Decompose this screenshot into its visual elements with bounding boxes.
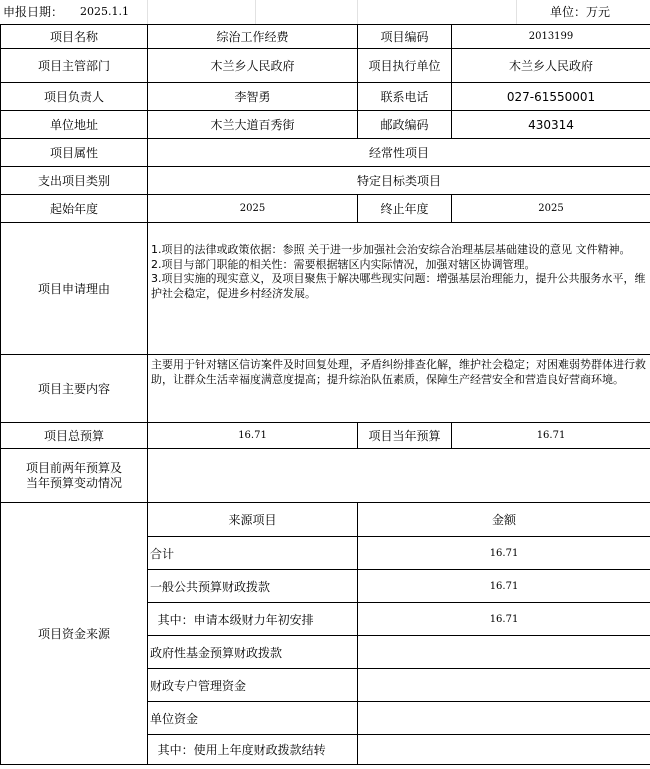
header-divider (357, 0, 358, 24)
project-name-label: 项目名称 (1, 25, 148, 49)
table-row (1, 111, 650, 139)
funding-source-item: 合计 (148, 537, 358, 570)
table-row (1, 355, 650, 423)
report-date-label: 申报日期： (3, 5, 64, 19)
unit-label: 单位：万元 (550, 5, 611, 19)
report-header (0, 0, 650, 24)
funding-source-label: 项目资金来源 (1, 503, 148, 765)
budget-change-label-line: 项目前两年预算及 (25, 460, 122, 475)
table-row (1, 83, 650, 111)
budget-change-value (148, 449, 650, 503)
funding-amount-item (358, 735, 650, 765)
expense-category-value: 特定目标类项目 (148, 167, 650, 195)
header-divider (516, 0, 517, 24)
expense-category-label: 支出项目类别 (1, 167, 148, 195)
project-name-value: 综治工作经费 (148, 25, 358, 49)
project-owner-value: 李智勇 (148, 83, 358, 111)
funding-source-item: 单位资金 (148, 702, 358, 735)
budget-change-label-line: 当年预算变动情况 (25, 475, 122, 490)
funding-amount-item (358, 636, 650, 669)
reason-line: 3.项目实施的现实意义，及项目聚焦于解决哪些现实问题：增强基层治理能力，提升公共服务水平，维护社会稳定，促进乡村经济发展。 (151, 272, 646, 300)
funding-source-header: 来源项目 (148, 503, 358, 537)
table-row (1, 167, 650, 195)
phone-label: 联系电话 (358, 83, 452, 111)
start-year-label: 起始年度 (1, 195, 148, 223)
funding-amount-item (358, 702, 650, 735)
end-year-label: 终止年度 (358, 195, 452, 223)
header-divider (255, 0, 256, 24)
current-year-budget-label: 项目当年预算 (358, 423, 452, 449)
address-label: 单位地址 (1, 111, 148, 139)
project-attribute-label: 项目属性 (1, 139, 148, 167)
total-budget-value: 16.71 (148, 423, 358, 449)
funding-amount-item: 16.71 (358, 603, 650, 636)
total-budget-label: 项目总预算 (1, 423, 148, 449)
funding-source-item: 财政专户管理资金 (148, 669, 358, 702)
phone-value: 027-61550001 (452, 83, 650, 111)
header-divider (147, 0, 148, 24)
end-year-value: 2025 (452, 195, 650, 223)
funding-header-row (1, 503, 650, 537)
funding-source-item: 其中：申请本级财力年初安排 (148, 603, 358, 636)
executing-unit-label: 项目执行单位 (358, 49, 452, 83)
funding-amount-item (358, 669, 650, 702)
budget-change-label (1, 449, 148, 503)
funding-source-item: 政府性基金预算财政拨款 (148, 636, 358, 669)
supervising-dept-value: 木兰乡人民政府 (148, 49, 358, 83)
table-row (1, 223, 650, 355)
project-owner-label: 项目负责人 (1, 83, 148, 111)
current-year-budget-value: 16.71 (452, 423, 650, 449)
table-row (1, 449, 650, 503)
funding-source-item: 一般公共预算财政拨款 (148, 570, 358, 603)
application-reason-label: 项目申请理由 (1, 223, 148, 355)
project-code-value: 2013199 (452, 25, 650, 49)
supervising-dept-label: 项目主管部门 (1, 49, 148, 83)
funding-amount-item: 16.71 (358, 537, 650, 570)
project-code-label: 项目编码 (358, 25, 452, 49)
funding-amount-header: 金额 (358, 503, 650, 537)
postcode-value: 430314 (452, 111, 650, 139)
postcode-label: 邮政编码 (358, 111, 452, 139)
reason-line: 1.项目的法律或政策依据：参照 关于进一步加强社会治安综合治理基层基础建设的意见 文件精神。 (151, 243, 631, 256)
project-declaration-table (0, 24, 650, 765)
report-date-value: 2025.1.1 (80, 5, 129, 18)
table-row (1, 423, 650, 449)
table-row (1, 195, 650, 223)
start-year-value: 2025 (148, 195, 358, 223)
address-value: 木兰大道百秀街 (148, 111, 358, 139)
project-attribute-value: 经常性项目 (148, 139, 650, 167)
funding-source-item: 其中：使用上年度财政拨款结转 (148, 735, 358, 765)
table-row (1, 25, 650, 49)
main-content-label: 项目主要内容 (1, 355, 148, 423)
executing-unit-value: 木兰乡人民政府 (452, 49, 650, 83)
application-reason-text (148, 223, 650, 355)
table-row (1, 49, 650, 83)
funding-amount-item: 16.71 (358, 570, 650, 603)
reason-line: 2.项目与部门职能的相关性：需要根据辖区内实际情况，加强对辖区协调管理。 (151, 257, 536, 271)
table-row (1, 139, 650, 167)
main-content-text: 主要用于针对辖区信访案件及时回复处理，矛盾纠纷排查化解，维护社会稳定；对困难弱势群体进行救助，让群众生活幸福度满意度提高；提升综治队伍素质，保障生产经营安全和营造良好营商环境。 (148, 355, 650, 423)
